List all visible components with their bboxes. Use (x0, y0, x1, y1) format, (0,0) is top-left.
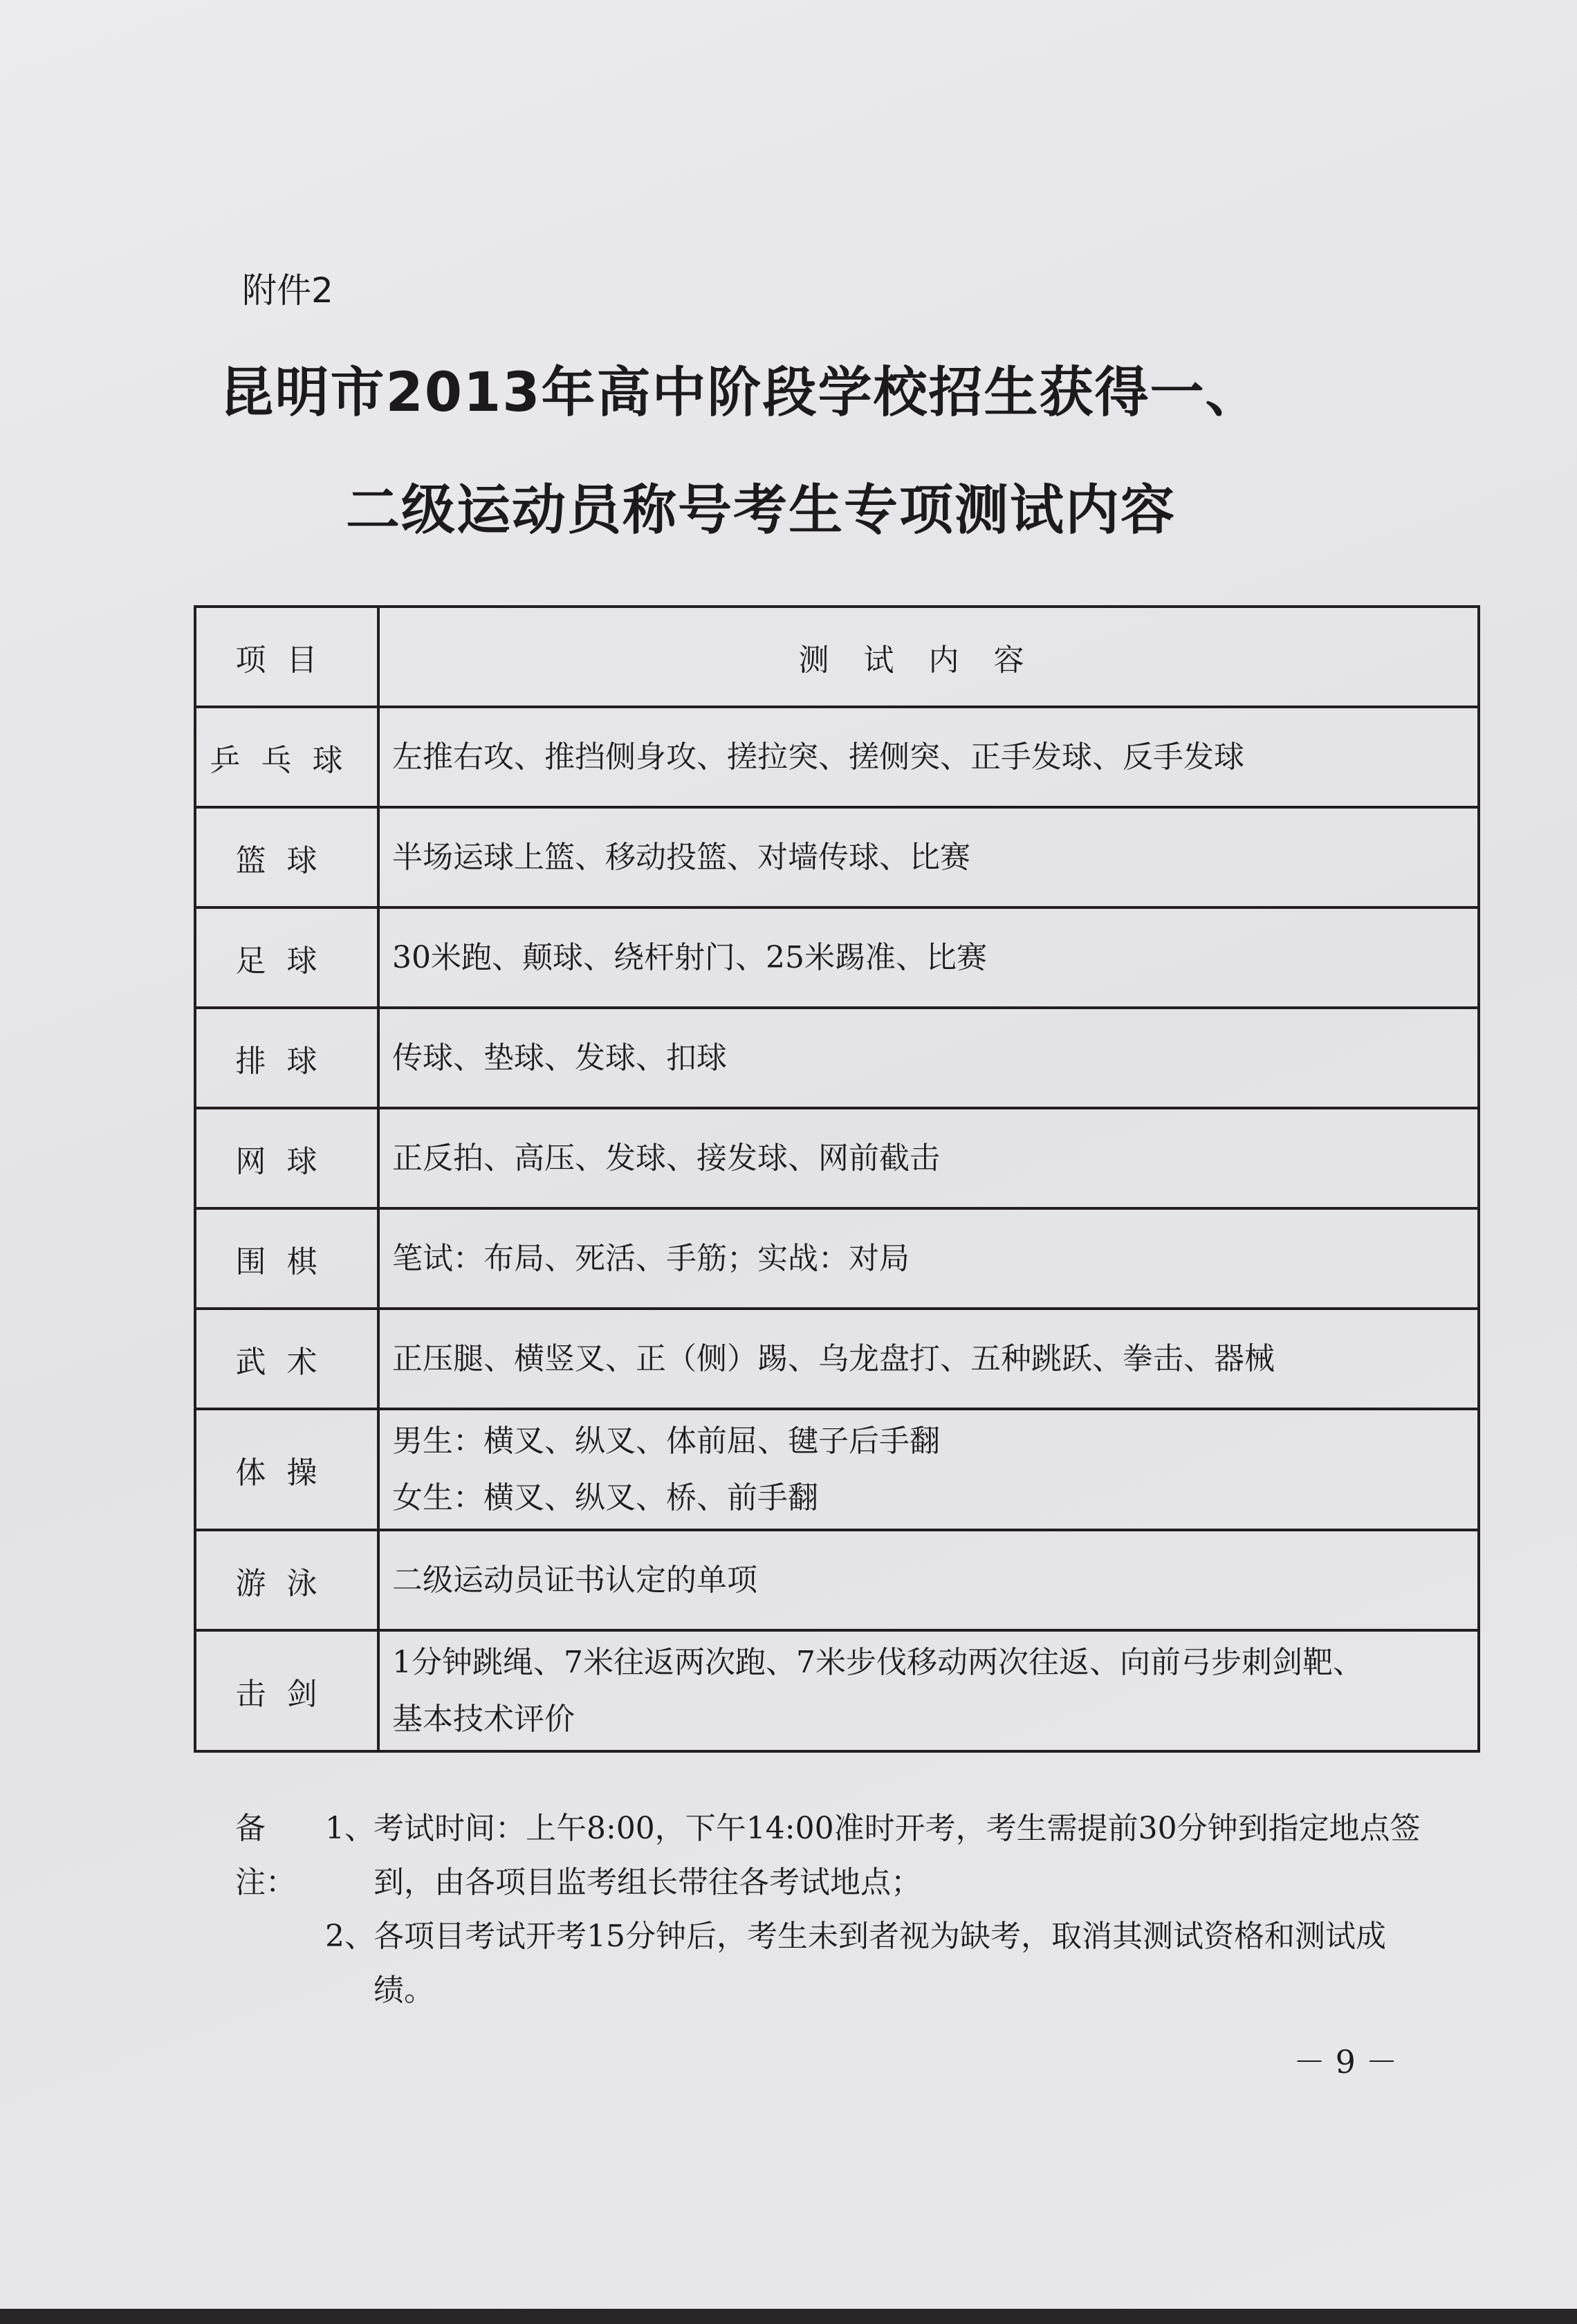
note-text: 各项目考试开考15分钟后，考生未到者视为缺考，取消其测试资格和测试成绩。 (374, 1919, 1386, 2008)
content-line: 男生：横叉、纵叉、体前屈、毽子后手翻 (392, 1423, 940, 1459)
table-row (195, 1309, 1479, 1409)
document-title-line2: 二级运动员称号考生专项测试内容 (345, 479, 1176, 542)
content-cell (378, 1409, 1479, 1530)
attachment-label: 附件2 (242, 270, 333, 311)
notes-section (235, 1802, 1439, 2018)
item-cell: 足球 (195, 907, 378, 1008)
item-cell: 网球 (195, 1108, 378, 1208)
note-number: 1、 (325, 1811, 375, 1846)
content-cell (378, 807, 1479, 907)
table-row (195, 807, 1479, 907)
content-cell (378, 907, 1479, 1008)
content-cell (378, 1630, 1479, 1751)
content-line: 女生：横叉、纵叉、桥、前手翻 (392, 1479, 818, 1515)
table-row (195, 1008, 1479, 1108)
item-cell: 击剑 (195, 1630, 378, 1751)
content-cell (378, 1530, 1479, 1630)
item-cell: 篮球 (195, 807, 378, 907)
content-cell (378, 707, 1479, 807)
table-row (195, 1108, 1479, 1208)
content-cell (378, 1208, 1479, 1309)
table-row (195, 707, 1479, 807)
content-cell (378, 1008, 1479, 1108)
content-cell (378, 1108, 1479, 1208)
item-cell: 武术 (195, 1309, 378, 1409)
page-number: － 9 － (1293, 2043, 1398, 2081)
content-line: 传球、垫球、发球、扣球 (392, 1040, 727, 1076)
content-line: 二级运动员证书认定的单项 (392, 1562, 757, 1598)
content-line: 正反拍、高压、发球、接发球、网前截击 (392, 1140, 940, 1176)
table-row (195, 907, 1479, 1008)
table-row (195, 1409, 1479, 1530)
item-cell: 围棋 (195, 1208, 378, 1309)
item-cell: 游泳 (195, 1530, 378, 1630)
content-line: 正压腿、横竖叉、正（侧）踢、乌龙盘打、五种跳跃、拳击、器械 (392, 1340, 1275, 1376)
content-line: 30米跑、颠球、绕杆射门、25米踢准、比赛 (392, 939, 987, 975)
table-row (195, 1530, 1479, 1630)
note-1 (235, 1802, 1439, 1910)
item-cell: 体操 (195, 1409, 378, 1530)
note-text: 考试时间：上午8:00，下午14:00准时开考，考生需提前30分钟到指定地点签到，由各项目监考组长带往各考试地点； (374, 1811, 1421, 1900)
header-content: 测试内容 (378, 607, 1479, 707)
item-cell: 排球 (195, 1008, 378, 1108)
note-2 (235, 1910, 1439, 2018)
content-line: 基本技术评价 (392, 1701, 575, 1737)
content-cell (378, 1309, 1479, 1409)
content-line: 笔试：布局、死活、手筋；实战：对局 (392, 1240, 910, 1276)
document-title-line1: 昆明市2013年高中阶段学校招生获得一、 (219, 362, 1261, 424)
table-row (195, 1208, 1479, 1309)
notes-label: 备注： (235, 1811, 296, 1900)
content-line: 半场运球上篮、移动投篮、对墙传球、比赛 (392, 839, 970, 875)
item-cell: 乒乓球 (195, 707, 378, 807)
note-number: 2、 (325, 1919, 375, 1954)
table-row (195, 1630, 1479, 1751)
test-content-table (194, 605, 1480, 1753)
content-line: 左推右攻、推挡侧身攻、搓拉突、搓侧突、正手发球、反手发球 (392, 739, 1244, 775)
scan-edge (0, 2309, 1577, 2324)
table-header-row (195, 607, 1479, 707)
header-item: 项目 (195, 607, 378, 707)
content-line: 1分钟跳绳、7米往返两次跑、7米步伐移动两次往返、向前弓步刺剑靶、 (392, 1644, 1363, 1680)
